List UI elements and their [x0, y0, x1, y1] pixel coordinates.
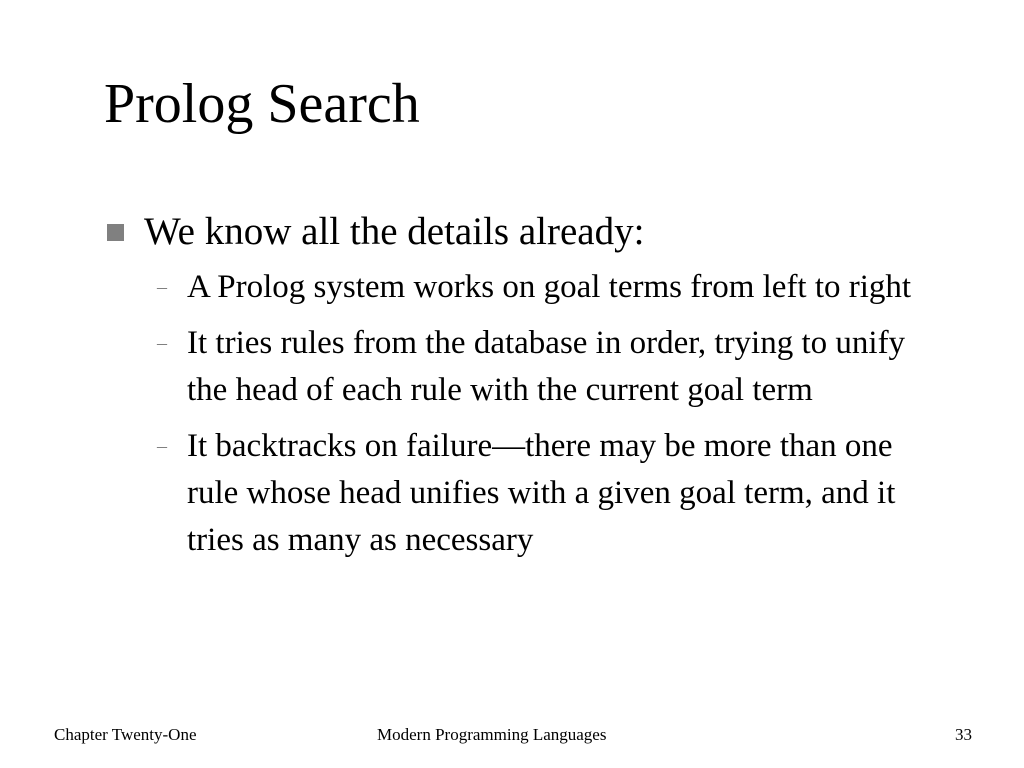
bullet-list [104, 206, 964, 573]
dash-bullet-icon: – [157, 332, 167, 354]
dash-bullet-icon: – [157, 435, 167, 457]
sub-bullet-text: It tries rules from the database in order, trying to unify the head of each rule with the current goal term [187, 325, 906, 408]
slide-title: Prolog Search [104, 73, 420, 135]
sub-bullet-list [144, 264, 964, 564]
dash-bullet-icon: – [157, 276, 167, 298]
footer-chapter: Chapter Twenty-One [54, 725, 197, 744]
bullet-item [104, 206, 964, 564]
sub-bullet-item [144, 423, 937, 564]
footer-book-title: Modern Programming Languages [377, 725, 607, 744]
bullet-text: We know all the details already: [144, 210, 645, 253]
sub-bullet-item [144, 264, 937, 311]
footer-page-number: 33 [955, 725, 972, 744]
sub-bullet-text: It backtracks on failure—there may be more than one rule whose head unifies with a given goal term, and it tries as many as necessary [187, 428, 896, 558]
sub-bullet-text: A Prolog system works on goal terms from left to right [187, 269, 912, 305]
sub-bullet-item [144, 320, 937, 414]
square-bullet-icon [107, 224, 124, 241]
